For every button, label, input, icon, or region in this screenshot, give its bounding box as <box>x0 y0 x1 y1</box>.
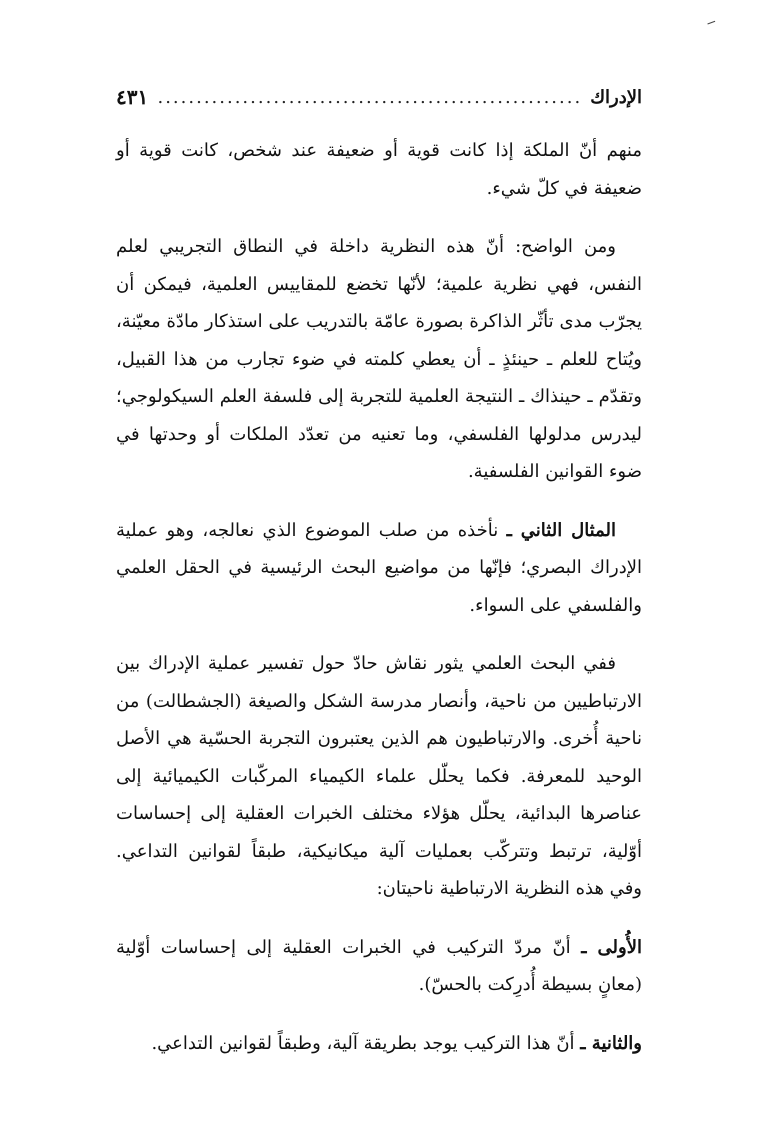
paragraph-5 <box>116 929 642 1004</box>
page-number: ٤٣١ <box>116 85 149 109</box>
paragraph-text: أنّ هذا التركيب يوجد بطريقة آلية، وطبقاً لقوانين التداعي. <box>151 1032 581 1054</box>
point-heading: الأُولى ـ <box>581 936 642 958</box>
paragraph-3 <box>116 512 642 625</box>
paragraph-text: منهم أنّ الملكة إذا كانت قوية أو ضعيفة عند شخص، كانت قوية أو ضعيفة في كلّ شيء. <box>116 140 642 199</box>
running-header <box>116 80 642 114</box>
paragraph-text: أنّ مردّ التركيب في الخبرات العقلية إلى إحساسات أوّلية (معانٍ بسيطة أُدرِكت بالحسّ). <box>116 936 642 995</box>
point-heading: والثانية ـ <box>580 1032 642 1054</box>
paragraph-1 <box>116 132 642 207</box>
paragraph-6 <box>116 1025 642 1063</box>
scan-mark <box>707 21 716 28</box>
dot-leader <box>156 87 582 108</box>
example-heading: المثال الثاني ـ <box>506 519 616 541</box>
paragraph-text: ففي البحث العلمي يثور نقاش حادّ حول تفسير عملية الإدراك بين الارتباطيين من ناحية، وأنصار مدرسة الشكل والصيغة (الجشطالت) من ناحية أُخرى. والارتباطيون هم الذين يعتبرون التجربة الحسّية هي الأصل الوحيد للمعرفة. فكما يحلّل علماء الكيمياء المركّبات الكيميائية إلى عناصرها البدائية، يحلّل هؤلاء مختلف الخبرات العقلية إلى إحساسات أوّلية، ترتبط وتتركّب بعمليات آلية ميكانيكية، طبقاً لقوانين التداعي. وفي هذه النظرية الارتباطية ناحيتان: <box>116 653 642 899</box>
paragraph-text: نأخذه من صلب الموضوع الذي نعالجه، وهو عملية الإدراك البصري؛ فإنّها من مواضيع البحث الرئيسية في الحقل العلمي والفلسفي على السواء. <box>116 519 642 616</box>
paragraph-4 <box>116 645 642 908</box>
paragraph-2 <box>116 228 642 491</box>
body-text <box>116 132 642 1083</box>
chapter-title: الإدراك <box>590 86 642 108</box>
paragraph-text: ومن الواضح: أنّ هذه النظرية داخلة في النطاق التجريبي لعلم النفس، فهي نظرية علمية؛ لأنّها تخضع للمقاييس العلمية، فيمكن أن يجرّب مدى تأثّر الذاكرة بصورة عامّة بالتدريب على استذكار مادّة معيّنة، ويُتاح للعلم ـ حينئذٍ ـ أن يعطي كلمته في ضوء تجارب من هذا القبيل، وتقدّم ـ حينذاك ـ النتيجة العلمية للتجربة إلى فلسفة العلم السيكولوجي؛ ليدرس مدلولها الفلسفي، وما تعنيه من تعدّد الملكات أو وحدتها في ضوء القوانين الفلسفية. <box>116 236 643 482</box>
